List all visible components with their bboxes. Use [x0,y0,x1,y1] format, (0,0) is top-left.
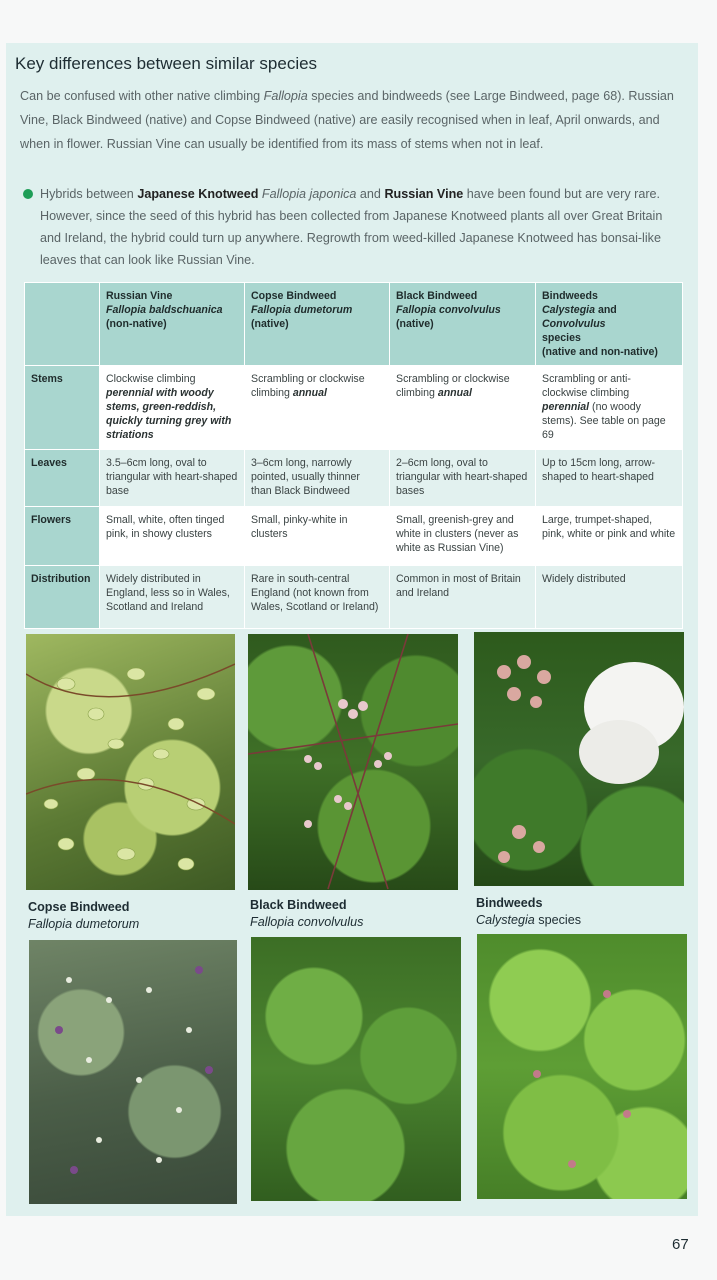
cell-leaves-russian-vine: 3.5–6cm long, oval to triangular with heart-shaped base [100,450,245,507]
cell-leaves-bindweeds: Up to 15cm long, arrow-shaped to heart-shaped [536,450,683,507]
bindweeds-photo-flowers [474,632,684,886]
row-label-flowers: Flowers [25,507,100,566]
cell-flowers-bindweeds: Large, trumpet-shaped, pink, white or pink and white [536,507,683,566]
header-corner [25,283,100,366]
section-heading: Key differences between similar species [15,54,318,73]
cell-distribution-bindweeds: Widely distributed [536,566,683,629]
caption-bindweeds: Bindweeds Calystegia species [476,896,582,927]
bullet-dot-icon [23,189,33,199]
cell-stems-copse-bindweed: Scrambling or clockwise climbing annual [245,366,390,450]
table-row-stems [25,366,683,450]
row-label-stems: Stems [25,366,100,450]
table-row-flowers [25,507,683,566]
cell-stems-russian-vine: Clockwise climbing perennial with woody stems, green-reddish, quickly turning grey with striations [100,366,245,450]
cell-stems-bindweeds: Scrambling or anti-clockwise climbing perennial (no woody stems). See table on page 69 [536,366,683,450]
col-header-russian-vine: Russian Vine Fallopia baldschuanica (non-native) [100,283,245,366]
cell-flowers-copse-bindweed: Small, pinky-white in clusters [245,507,390,566]
col-header-copse-bindweed: Copse Bindweed Fallopia dumetorum (native) [245,283,390,366]
cell-distribution-copse-bindweed: Rare in south-central England (not known from Wales, Scotland or Ireland) [245,566,390,629]
bindweed-buds-drawing [477,934,687,1199]
bindweed-trumpet-flower-drawing [474,632,684,886]
bindweeds-photo-leaves [477,934,687,1199]
black-bindweed-photo-flowers [248,634,458,890]
col-header-bindweeds: Bindweeds Calystegia and Convolvulus species (native and non-native) [536,283,683,366]
page-number: 67 [672,1236,689,1253]
intro-paragraph: Can be confused with other native climbing Fallopia species and bindweeds (see Large Bindweed, page 68). Russian Vine, Black Bindweed (native) and Copse Bindweed (native) are easily recognised when in leaf, April onwards, and when in flower. Russian Vine can usually be identified from its mass of stems when not in leaf. [20,89,674,151]
table-header-row [25,283,683,366]
cell-leaves-black-bindweed: 2–6cm long, oval to triangular with heart-shaped bases [390,450,536,507]
cell-stems-black-bindweed: Scrambling or clockwise climbing annual [390,366,536,450]
black-bindweed-flowers-drawing [248,634,458,890]
copse-bindweed-leaves-drawing [29,940,237,1204]
row-label-distribution: Distribution [25,566,100,629]
table-row-distribution [25,566,683,629]
cell-distribution-black-bindweed: Common in most of Britain and Ireland [390,566,536,629]
table-row-leaves [25,450,683,507]
black-bindweed-photo-leaves [251,937,461,1201]
comparison-table [24,282,683,629]
hybrid-note: Hybrids between Japanese Knotweed Fallopia japonica and Russian Vine have been found but are very rare. However, since the seed of this hybrid has been collected from Japanese Knotweed plants all over Great Britain and Ireland, the hybrid could turn up anywhere. Regrowth from weed-killed Japanese Knotweed has bonsai-like leaves that can look like Russian Vine. [20,183,682,271]
row-label-leaves: Leaves [25,450,100,507]
caption-copse-bindweed: Copse Bindweed Fallopia dumetorum [28,900,140,931]
copse-bindweed-photo-flowers [26,634,235,890]
cell-flowers-russian-vine: Small, white, often tinged pink, in showy clusters [100,507,245,566]
cell-distribution-russian-vine: Widely distributed in England, less so in Wales, Scotland and Ireland [100,566,245,629]
cell-leaves-copse-bindweed: 3–6cm long, narrowly pointed, usually thinner than Black Bindweed [245,450,390,507]
caption-black-bindweed: Black Bindweed Fallopia convolvulus [250,898,364,929]
copse-bindweed-seeds-drawing [26,634,235,890]
cell-flowers-black-bindweed: Small, greenish-grey and white in clusters (never as white as Russian Vine) [390,507,536,566]
copse-bindweed-photo-leaves [29,940,237,1204]
col-header-black-bindweed: Black Bindweed Fallopia convolvulus (native) [390,283,536,366]
